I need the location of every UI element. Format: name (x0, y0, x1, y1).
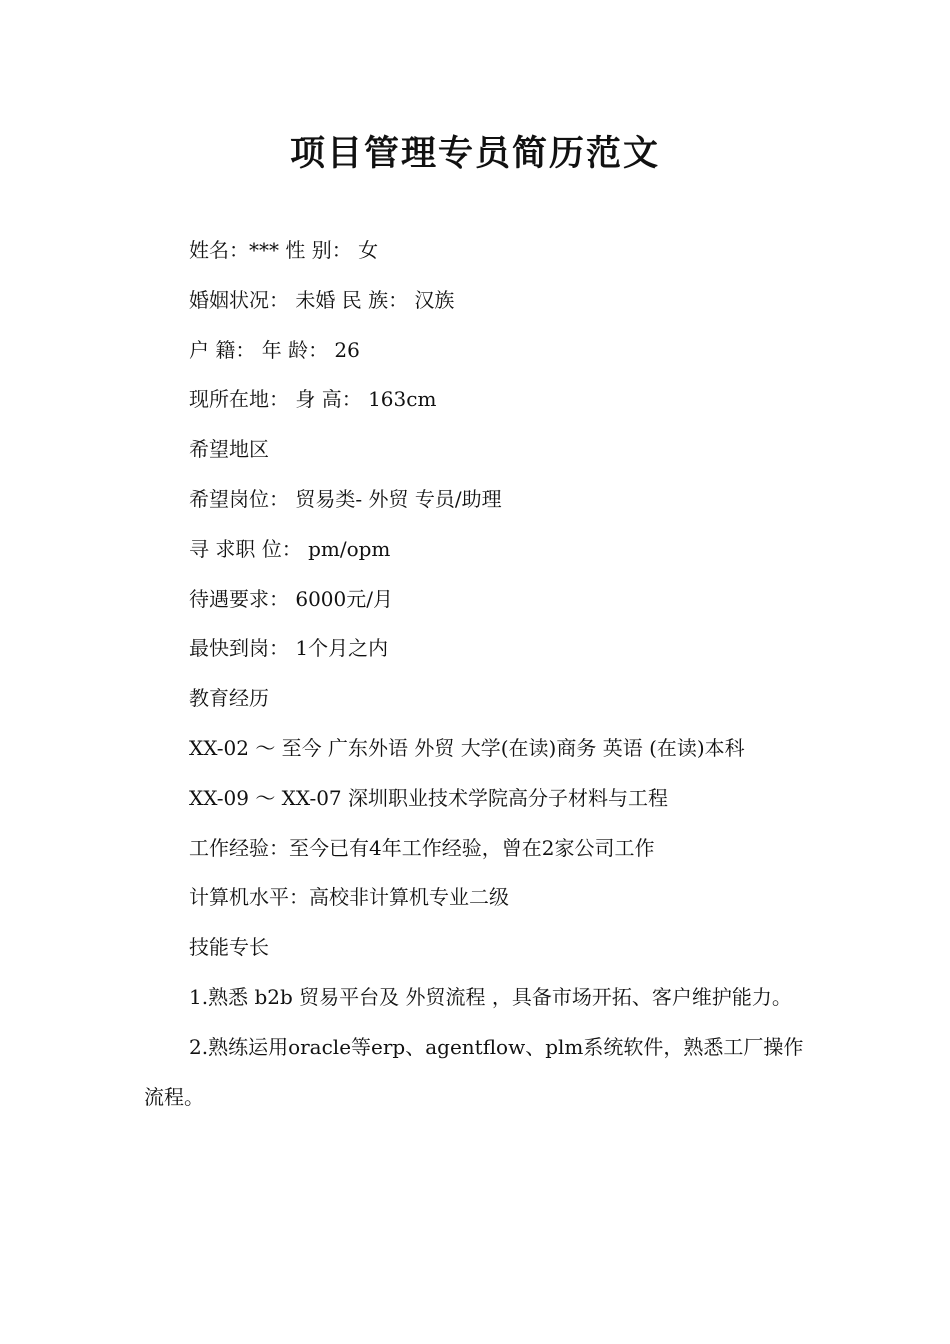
line-marital-ethnicity: 婚姻状况： 未婚 民 族： 汉族 (189, 287, 455, 312)
line-desired-position: 希望岗位： 贸易类- 外贸 专员/助理 (189, 486, 502, 511)
line-job-sought: 寻 求职 位： pm/opm (189, 536, 391, 561)
line-education-2: XX-09 ～ XX-07 深圳职业技术学院高分子材料与工程 (189, 785, 669, 810)
line-availability: 最快到岗： 1个月之内 (189, 636, 389, 661)
line-education-1: XX-02 ～ 至今 广东外语 外贸 大学(在读)商务 英语 (在读)本科 (189, 735, 745, 760)
document-body (144, 226, 808, 1122)
line-salary: 待遇要求： 6000元/月 (189, 586, 393, 611)
line-household-age: 户 籍： 年 龄： 26 (189, 337, 360, 362)
line-skill-1: 1.熟悉 b2b 贸易平台及 外贸流程 ，具备市场开拓、客户维护能力。 (189, 984, 792, 1009)
document-title: 项目管理专员简历范文 (289, 134, 660, 174)
line-location-height: 现所在地： 身 高： 163cm (189, 387, 437, 412)
line-desired-region: 希望地区 (189, 437, 269, 462)
section-skills: 技能专长 (189, 935, 269, 960)
line-name-gender: 姓名：*** 性 别： 女 (189, 238, 379, 262)
section-education: 教育经历 (189, 686, 269, 711)
line-computer-level: 计算机水平：高校非计算机专业二级 (189, 885, 509, 910)
line-skill-2: 2.熟练运用oracle等erp、agentflow、plm系统软件，熟悉工厂操作流程。 (144, 1034, 804, 1109)
line-work-experience: 工作经验：至今已有4年工作经验，曾在2家公司工作 (189, 835, 655, 860)
